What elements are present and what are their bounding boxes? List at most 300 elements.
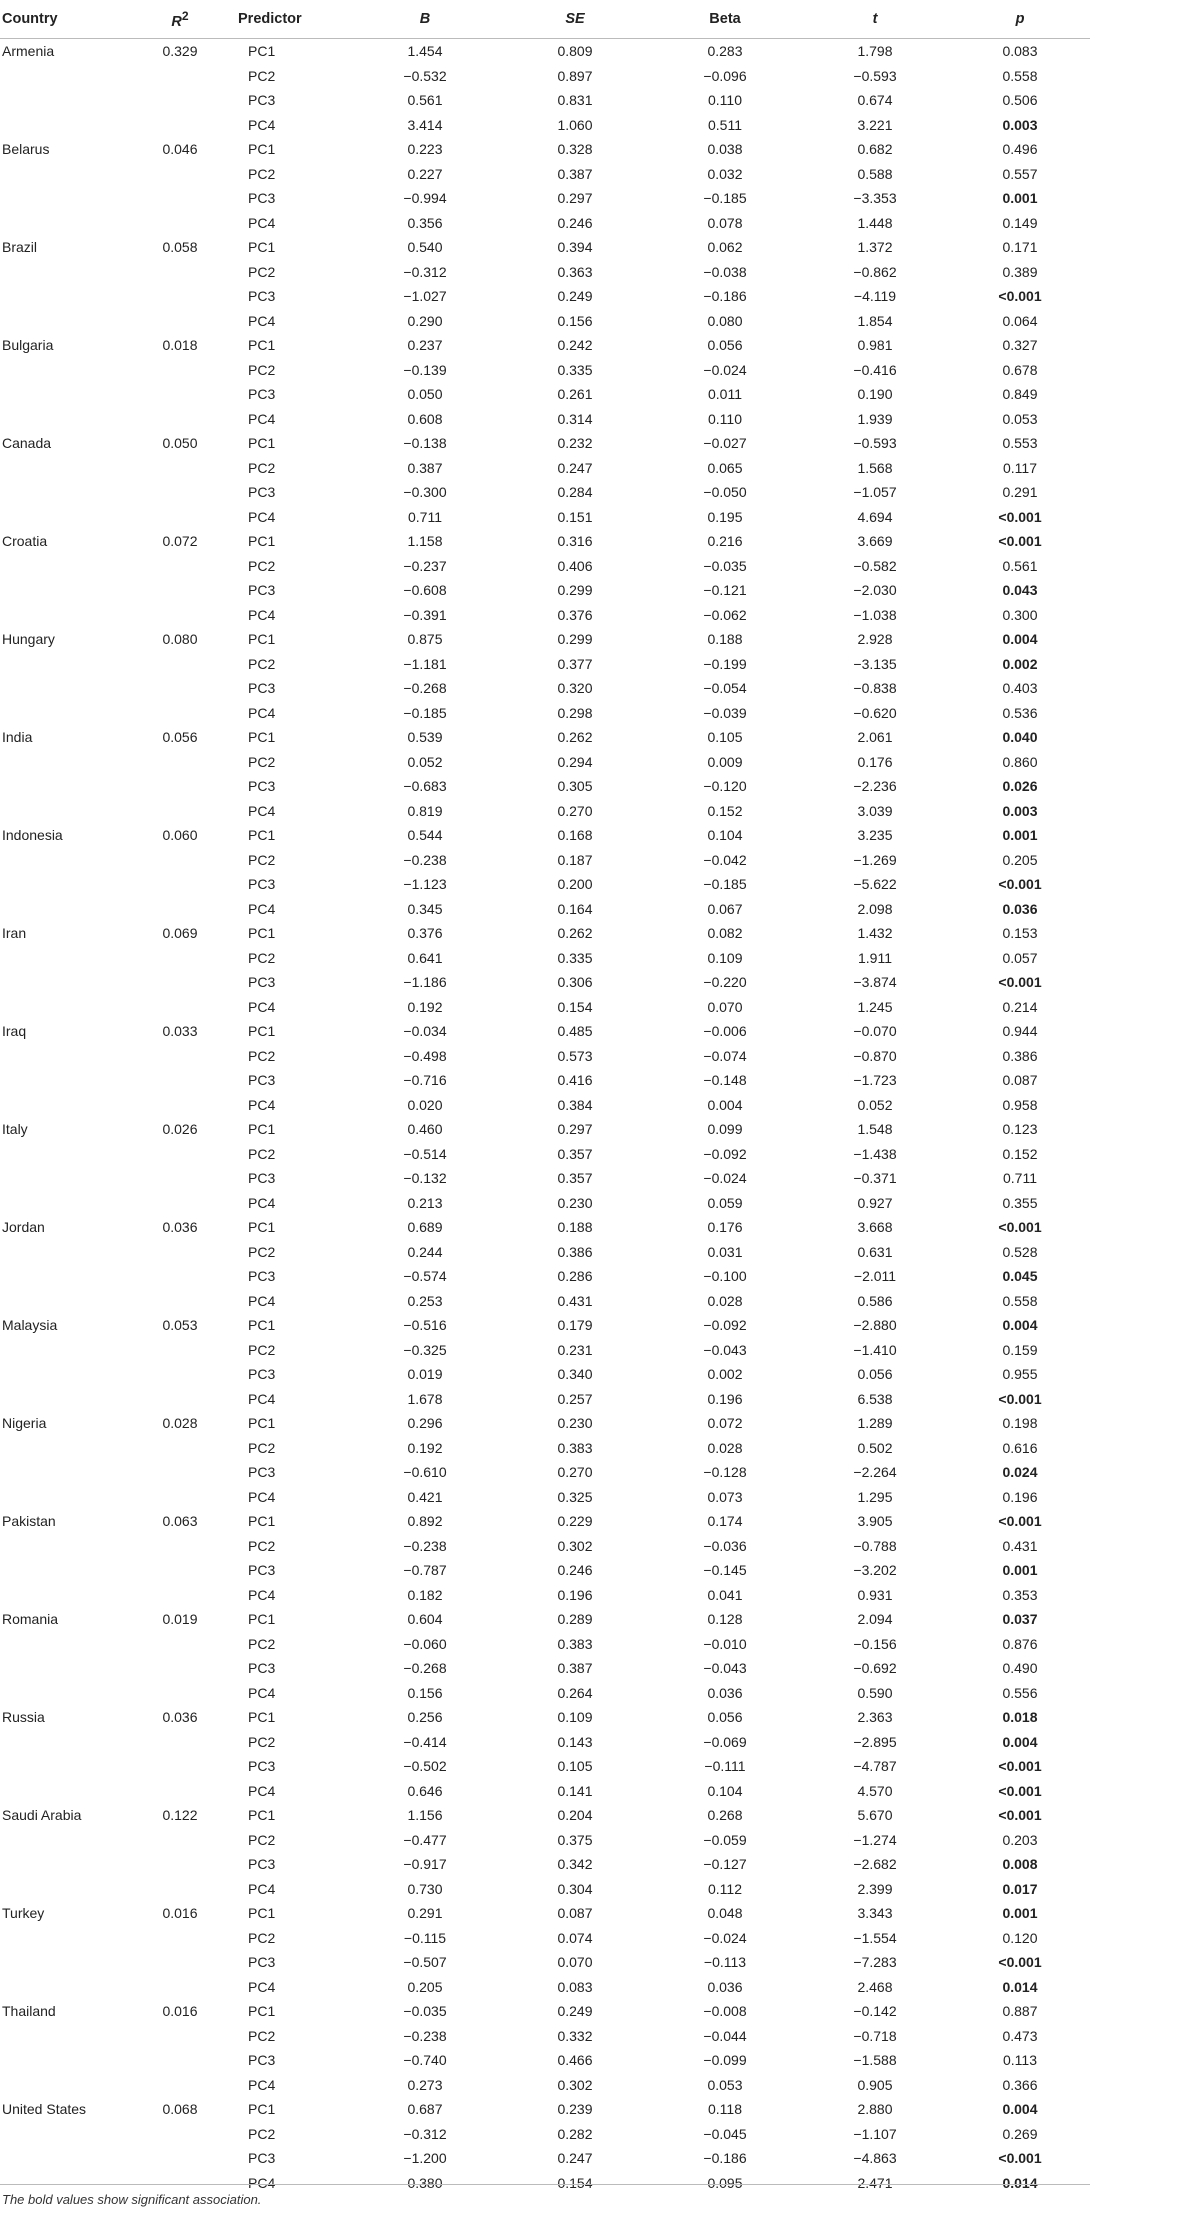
cell-country — [0, 1093, 130, 1118]
cell-beta: 0.078 — [707, 214, 743, 231]
cell-beta: −0.043 — [703, 1660, 747, 1677]
cell-se: 0.262 — [557, 925, 593, 942]
cell-predictor: PC4 — [248, 1782, 276, 1799]
cell-b: −0.994 — [403, 190, 447, 207]
cell-r-squared — [130, 1093, 230, 1118]
cell-country — [0, 1558, 130, 1583]
cell-predictor: PC1 — [248, 729, 276, 746]
cell-r-squared — [130, 407, 230, 432]
cell-beta: 0.104 — [707, 1782, 743, 1799]
cell-beta: 0.002 — [707, 1366, 743, 1383]
cell-t: 2.363 — [857, 1709, 893, 1726]
cell-b: −0.917 — [403, 1856, 447, 1873]
cell-t: 0.905 — [857, 2076, 893, 2093]
cell-se: 0.299 — [557, 582, 593, 599]
cell-predictor: PC4 — [248, 802, 276, 819]
cell-beta: 0.195 — [707, 508, 743, 525]
cell-p: 0.389 — [1002, 263, 1038, 280]
table-row — [0, 39, 1090, 64]
cell-se: 0.485 — [557, 1023, 593, 1040]
cell-r-squared — [130, 1877, 230, 1902]
table-row — [0, 1852, 1090, 1877]
cell-country — [0, 88, 130, 113]
cell-predictor: PC3 — [248, 288, 276, 305]
cell-predictor: PC4 — [248, 900, 276, 917]
cell-predictor: PC1 — [248, 43, 276, 60]
cell-country — [0, 186, 130, 211]
cell-b: 0.291 — [407, 1905, 443, 1922]
cell-p: 0.558 — [1002, 67, 1038, 84]
cell-se: 0.314 — [557, 410, 593, 427]
cell-r-squared — [130, 505, 230, 530]
cell-beta: −0.008 — [703, 2003, 747, 2020]
cell-p: 0.026 — [1002, 778, 1038, 795]
cell-b: −0.268 — [403, 680, 447, 697]
table-row — [0, 529, 1090, 554]
cell-se: 0.897 — [557, 67, 593, 84]
cell-country — [0, 2146, 130, 2171]
cell-b: −0.391 — [403, 606, 447, 623]
cell-t: 3.039 — [857, 802, 893, 819]
cell-se: 0.083 — [557, 1978, 593, 1995]
cell-beta: −0.035 — [703, 557, 747, 574]
cell-b: 1.156 — [407, 1807, 443, 1824]
cell-predictor: PC4 — [248, 2076, 276, 2093]
cell-beta: 0.080 — [707, 312, 743, 329]
cell-se: 0.232 — [557, 435, 593, 452]
cell-country — [0, 676, 130, 701]
cell-p: 0.036 — [1002, 900, 1038, 917]
cell-country: Bulgaria — [2, 337, 54, 354]
cell-beta: 0.028 — [707, 1292, 743, 1309]
cell-b: 0.540 — [407, 239, 443, 256]
cell-beta: 0.082 — [707, 925, 743, 942]
cell-p: 0.040 — [1002, 729, 1038, 746]
cell-t: −0.788 — [853, 1537, 897, 1554]
cell-p: <0.001 — [998, 1954, 1042, 1971]
cell-beta: −0.024 — [703, 1929, 747, 1946]
cell-predictor: PC3 — [248, 1954, 276, 1971]
cell-country: Jordan — [2, 1219, 45, 1236]
cell-b: −0.516 — [403, 1317, 447, 1334]
cell-beta: −0.059 — [703, 1831, 747, 1848]
header-country: Country — [0, 0, 130, 39]
cell-predictor: PC2 — [248, 1635, 276, 1652]
cell-se: 0.305 — [557, 778, 593, 795]
cell-t: 4.694 — [857, 508, 893, 525]
cell-country — [0, 701, 130, 726]
table-row — [0, 1999, 1090, 2024]
cell-predictor: PC1 — [248, 435, 276, 452]
cell-predictor: PC3 — [248, 2150, 276, 2167]
cell-b: −0.787 — [403, 1562, 447, 1579]
cell-b: 0.223 — [407, 141, 443, 158]
cell-country: Malaysia — [2, 1317, 58, 1334]
cell-country: Hungary — [2, 631, 55, 648]
cell-p: 0.001 — [1002, 1562, 1038, 1579]
table-row — [0, 1926, 1090, 1951]
cell-p: 0.004 — [1002, 631, 1038, 648]
cell-t: −2.030 — [853, 582, 897, 599]
table-row — [0, 1019, 1090, 1044]
cell-se: 0.384 — [557, 1096, 593, 1113]
cell-predictor: PC2 — [248, 851, 276, 868]
cell-predictor: PC3 — [248, 1856, 276, 1873]
cell-p: 0.496 — [1002, 141, 1038, 158]
table-row — [0, 186, 1090, 211]
table-row — [0, 1264, 1090, 1289]
cell-beta: −0.038 — [703, 263, 747, 280]
cell-t: −4.787 — [853, 1758, 897, 1775]
cell-predictor: PC3 — [248, 190, 276, 207]
cell-r-squared — [130, 995, 230, 1020]
table-row — [0, 382, 1090, 407]
cell-beta: 0.004 — [707, 1096, 743, 1113]
cell-p: <0.001 — [998, 288, 1042, 305]
cell-predictor: PC4 — [248, 606, 276, 623]
cell-t: −3.874 — [853, 974, 897, 991]
cell-r-squared — [130, 358, 230, 383]
cell-p: 0.557 — [1002, 165, 1038, 182]
cell-beta: 0.038 — [707, 141, 743, 158]
cell-predictor: PC4 — [248, 312, 276, 329]
cell-se: 0.297 — [557, 190, 593, 207]
cell-r-squared — [130, 1436, 230, 1461]
header-beta: Beta — [650, 0, 800, 39]
cell-t: 1.245 — [857, 998, 893, 1015]
cell-se: 0.164 — [557, 900, 593, 917]
table-row — [0, 1534, 1090, 1559]
cell-beta: 0.073 — [707, 1488, 743, 1505]
cell-b: 0.561 — [407, 92, 443, 109]
cell-r-squared — [130, 113, 230, 138]
cell-p: 0.018 — [1002, 1709, 1038, 1726]
cell-country — [0, 1387, 130, 1412]
table-row — [0, 725, 1090, 750]
cell-b: −0.683 — [403, 778, 447, 795]
cell-predictor: PC2 — [248, 67, 276, 84]
cell-predictor: PC3 — [248, 1758, 276, 1775]
cell-t: 0.588 — [857, 165, 893, 182]
cell-beta: −0.127 — [703, 1856, 747, 1873]
cell-se: 0.246 — [557, 214, 593, 231]
cell-b: 0.608 — [407, 410, 443, 427]
cell-country — [0, 505, 130, 530]
cell-p: <0.001 — [998, 1758, 1042, 1775]
cell-b: −0.238 — [403, 851, 447, 868]
cell-r-squared — [130, 260, 230, 285]
cell-country: Indonesia — [2, 827, 63, 844]
cell-country — [0, 603, 130, 628]
cell-p: 0.205 — [1002, 851, 1038, 868]
cell-se: 0.298 — [557, 704, 593, 721]
cell-p: 0.004 — [1002, 1317, 1038, 1334]
cell-beta: −0.092 — [703, 1317, 747, 1334]
cell-r-squared: 0.018 — [162, 337, 198, 354]
cell-b: 0.892 — [407, 1513, 443, 1530]
cell-t: 0.586 — [857, 1292, 893, 1309]
cell-predictor: PC3 — [248, 974, 276, 991]
cell-r-squared — [130, 1289, 230, 1314]
cell-p: 0.944 — [1002, 1023, 1038, 1040]
cell-country: Nigeria — [2, 1415, 47, 1432]
cell-se: 0.340 — [557, 1366, 593, 1383]
cell-country — [0, 1142, 130, 1167]
cell-p: 0.196 — [1002, 1488, 1038, 1505]
cell-p: 0.087 — [1002, 1072, 1038, 1089]
cell-b: 1.158 — [407, 533, 443, 550]
cell-r-squared — [130, 64, 230, 89]
cell-se: 0.249 — [557, 2003, 593, 2020]
cell-beta: 0.268 — [707, 1807, 743, 1824]
cell-t: −3.135 — [853, 655, 897, 672]
header-se-label: SE — [565, 11, 585, 27]
cell-t: 1.295 — [857, 1488, 893, 1505]
cell-country — [0, 848, 130, 873]
cell-beta: 0.188 — [707, 631, 743, 648]
table-row — [0, 88, 1090, 113]
cell-t: −0.593 — [853, 435, 897, 452]
cell-t: 2.094 — [857, 1611, 893, 1628]
cell-p: 0.001 — [1002, 190, 1038, 207]
cell-beta: −0.043 — [703, 1341, 747, 1358]
cell-r-squared — [130, 1656, 230, 1681]
cell-p: 0.536 — [1002, 704, 1038, 721]
cell-predictor: PC4 — [248, 508, 276, 525]
cell-r-squared — [130, 1166, 230, 1191]
cell-p: 0.958 — [1002, 1096, 1038, 1113]
cell-predictor: PC2 — [248, 655, 276, 672]
cell-r-squared: 0.068 — [162, 2101, 198, 2118]
table-row — [0, 1607, 1090, 1632]
cell-t: 2.928 — [857, 631, 893, 648]
cell-country — [0, 1485, 130, 1510]
cell-t: −4.863 — [853, 2150, 897, 2167]
cell-p: 0.711 — [1003, 1170, 1037, 1187]
cell-se: 0.335 — [557, 949, 593, 966]
cell-p: 0.153 — [1002, 925, 1038, 942]
cell-b: 0.290 — [407, 312, 443, 329]
cell-se: 0.231 — [557, 1341, 593, 1358]
cell-country — [0, 1754, 130, 1779]
cell-beta: −0.050 — [703, 484, 747, 501]
cell-se: 0.249 — [557, 288, 593, 305]
header-se — [500, 0, 650, 39]
cell-b: −0.237 — [403, 557, 447, 574]
cell-b: 0.641 — [407, 949, 443, 966]
cell-b: 0.244 — [407, 1243, 443, 1260]
cell-se: 0.328 — [557, 141, 593, 158]
cell-country — [0, 480, 130, 505]
cell-b: −0.300 — [403, 484, 447, 501]
table-row — [0, 1681, 1090, 1706]
cell-p: 0.849 — [1002, 386, 1038, 403]
cell-r-squared: 0.122 — [162, 1807, 198, 1824]
table-row — [0, 333, 1090, 358]
cell-se: 0.196 — [557, 1586, 593, 1603]
cell-predictor: PC4 — [248, 1684, 276, 1701]
cell-p: 0.558 — [1002, 1292, 1038, 1309]
cell-r-squared — [130, 1558, 230, 1583]
cell-t: −1.274 — [853, 1831, 897, 1848]
table-row — [0, 1142, 1090, 1167]
cell-t: 0.674 — [857, 92, 893, 109]
table-row — [0, 774, 1090, 799]
cell-predictor: PC4 — [248, 1880, 276, 1897]
cell-beta: 0.032 — [707, 165, 743, 182]
cell-se: 0.363 — [557, 263, 593, 280]
table-row — [0, 1068, 1090, 1093]
cell-p: 0.355 — [1002, 1194, 1038, 1211]
cell-predictor: PC2 — [248, 2027, 276, 2044]
cell-r-squared — [130, 2048, 230, 2073]
table-row — [0, 1387, 1090, 1412]
cell-t: −0.692 — [853, 1660, 897, 1677]
cell-country — [0, 162, 130, 187]
cell-se: 0.304 — [557, 1880, 593, 1897]
cell-country — [0, 1191, 130, 1216]
cell-se: 0.239 — [557, 2101, 593, 2118]
cell-t: 1.798 — [857, 43, 893, 60]
header-r-squared-superscript: 2 — [181, 8, 189, 23]
cell-beta: 0.059 — [707, 1194, 743, 1211]
cell-predictor: PC3 — [248, 1464, 276, 1481]
cell-b: 1.454 — [407, 43, 443, 60]
cell-country — [0, 1632, 130, 1657]
cell-se: 0.375 — [557, 1831, 593, 1848]
cell-predictor: PC3 — [248, 1268, 276, 1285]
cell-t: −0.838 — [853, 680, 897, 697]
cell-predictor: PC1 — [248, 1415, 276, 1432]
cell-t: −0.862 — [853, 263, 897, 280]
cell-se: 0.261 — [557, 386, 593, 403]
cell-beta: −0.074 — [703, 1047, 747, 1064]
cell-b: −1.123 — [403, 876, 447, 893]
cell-b: −0.268 — [403, 1660, 447, 1677]
cell-b: −0.502 — [403, 1758, 447, 1775]
cell-p: 0.001 — [1002, 827, 1038, 844]
cell-beta: 0.095 — [707, 2174, 743, 2191]
cell-r-squared: 0.019 — [162, 1611, 198, 1628]
cell-beta: −0.036 — [703, 1537, 747, 1554]
cell-p: 0.860 — [1002, 753, 1038, 770]
cell-r-squared — [130, 1852, 230, 1877]
table-row — [0, 260, 1090, 285]
cell-b: −0.716 — [403, 1072, 447, 1089]
cell-b: 0.380 — [407, 2174, 443, 2191]
cell-beta: 0.105 — [707, 729, 743, 746]
cell-r-squared: 0.033 — [162, 1023, 198, 1040]
cell-b: −0.507 — [403, 1954, 447, 1971]
cell-country: Brazil — [2, 239, 38, 256]
table-row — [0, 946, 1090, 971]
cell-country — [0, 970, 130, 995]
cell-r-squared — [130, 1779, 230, 1804]
cell-predictor: PC3 — [248, 484, 276, 501]
cell-beta: −0.039 — [703, 704, 747, 721]
cell-predictor: PC4 — [248, 214, 276, 231]
cell-country — [0, 2048, 130, 2073]
cell-b: 0.296 — [407, 1415, 443, 1432]
cell-b: 0.387 — [407, 459, 443, 476]
cell-se: 0.188 — [557, 1219, 593, 1236]
table-row — [0, 505, 1090, 530]
cell-r-squared — [130, 1534, 230, 1559]
cell-t: −0.156 — [853, 1635, 897, 1652]
cell-b: −0.312 — [403, 263, 447, 280]
cell-country — [0, 456, 130, 481]
cell-t: 1.289 — [857, 1415, 893, 1432]
cell-country — [0, 1534, 130, 1559]
cell-t: −1.554 — [853, 1929, 897, 1946]
cell-se: 0.342 — [557, 1856, 593, 1873]
cell-r-squared — [130, 1362, 230, 1387]
cell-beta: 0.011 — [708, 386, 742, 403]
cell-country — [0, 382, 130, 407]
cell-r-squared — [130, 872, 230, 897]
cell-r-squared: 0.026 — [162, 1121, 198, 1138]
cell-p: 0.045 — [1002, 1268, 1038, 1285]
cell-se: 0.383 — [557, 1635, 593, 1652]
table-row — [0, 1191, 1090, 1216]
cell-predictor: PC3 — [248, 386, 276, 403]
cell-predictor: PC2 — [248, 2125, 276, 2142]
cell-r-squared — [130, 186, 230, 211]
cell-r-squared: 0.058 — [162, 239, 198, 256]
cell-predictor: PC4 — [248, 1390, 276, 1407]
cell-se: 0.141 — [557, 1782, 593, 1799]
cell-predictor: PC1 — [248, 925, 276, 942]
cell-p: 0.024 — [1002, 1464, 1038, 1481]
cell-beta: 0.036 — [707, 1978, 743, 1995]
cell-se: 0.431 — [557, 1292, 593, 1309]
cell-se: 0.070 — [557, 1954, 593, 1971]
cell-se: 0.109 — [557, 1709, 593, 1726]
cell-r-squared — [130, 2073, 230, 2098]
cell-p: 0.386 — [1002, 1047, 1038, 1064]
cell-country: Croatia — [2, 533, 48, 550]
table-row — [0, 456, 1090, 481]
cell-predictor: PC2 — [248, 949, 276, 966]
cell-r-squared — [130, 2146, 230, 2171]
cell-r-squared — [130, 1632, 230, 1657]
cell-t: 2.468 — [857, 1978, 893, 1995]
cell-country: Pakistan — [2, 1513, 56, 1530]
cell-t: 3.905 — [857, 1513, 893, 1530]
cell-beta: −0.096 — [703, 67, 747, 84]
header-t — [800, 0, 950, 39]
cell-beta: −0.199 — [703, 655, 747, 672]
cell-beta: −0.128 — [703, 1464, 747, 1481]
table-row — [0, 1656, 1090, 1681]
table-row — [0, 1411, 1090, 1436]
cell-b: −0.060 — [403, 1635, 447, 1652]
table-row — [0, 2048, 1090, 2073]
cell-p: 0.431 — [1002, 1537, 1038, 1554]
cell-t: 1.548 — [857, 1121, 893, 1138]
cell-t: −7.283 — [853, 1954, 897, 1971]
cell-predictor: PC3 — [248, 2052, 276, 2069]
cell-b: 0.253 — [407, 1292, 443, 1309]
cell-country — [0, 1877, 130, 1902]
cell-r-squared — [130, 946, 230, 971]
cell-r-squared — [130, 1950, 230, 1975]
cell-p: 0.064 — [1002, 312, 1038, 329]
cell-p: 0.887 — [1002, 2003, 1038, 2020]
cell-beta: −0.006 — [703, 1023, 747, 1040]
cell-country — [0, 1068, 130, 1093]
cell-se: 0.179 — [557, 1317, 593, 1334]
